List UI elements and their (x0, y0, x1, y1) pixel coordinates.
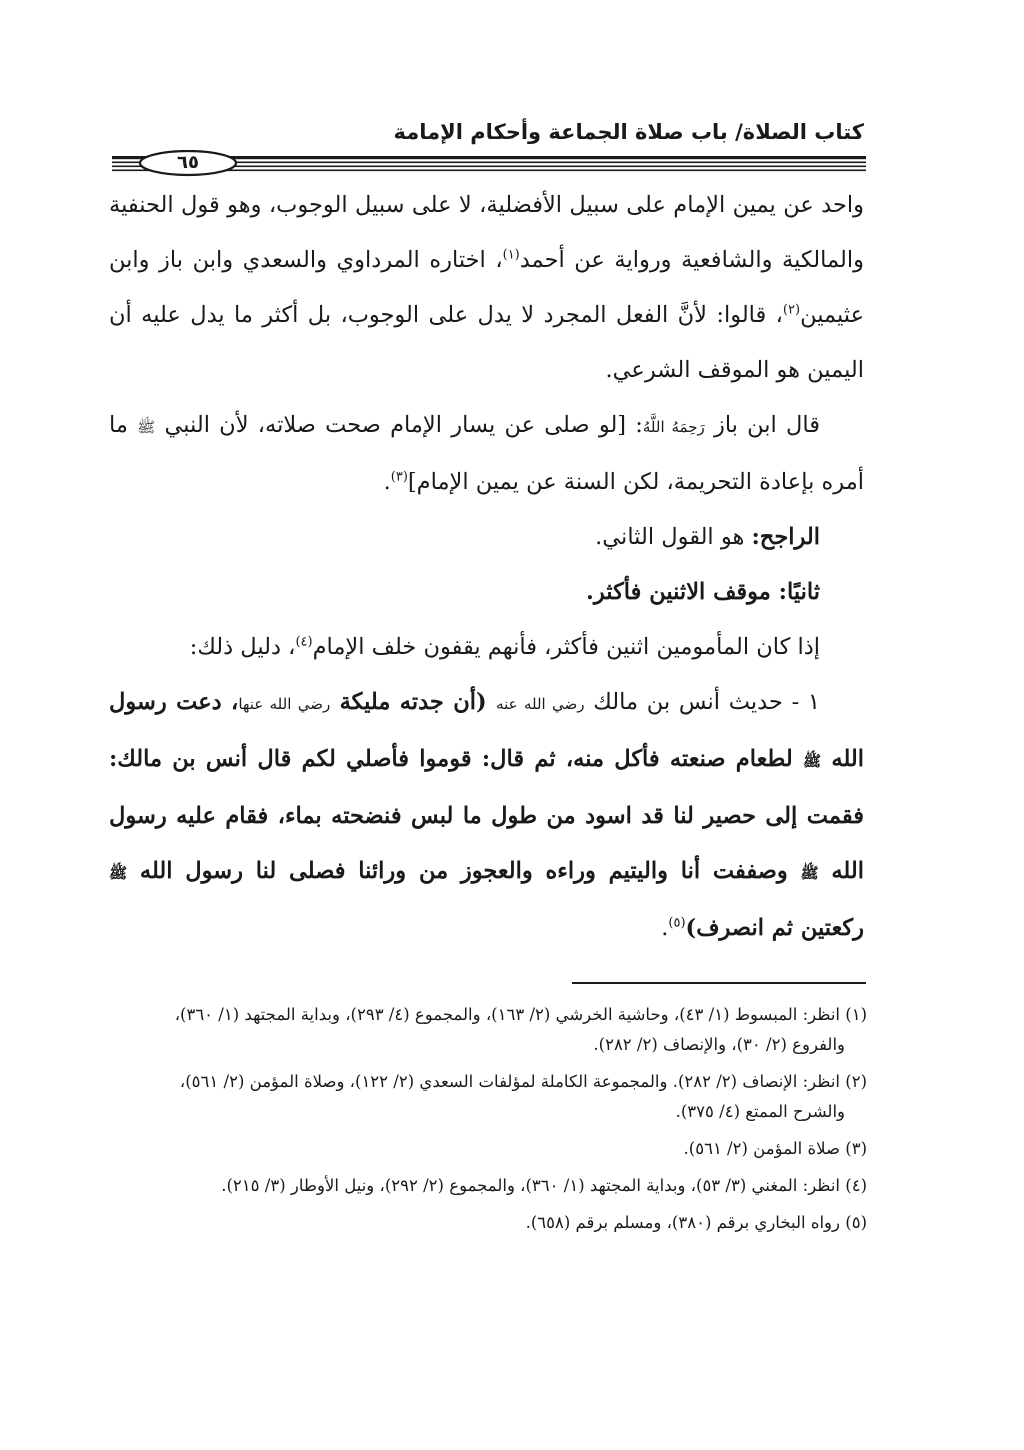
hadith-text-b: ، دعت رسول الله (109, 689, 865, 772)
honorific-salla-allah-2: ﷺ (800, 864, 819, 882)
paragraph-5-text-b: ، دليل ذلك: (189, 634, 296, 660)
honorific-radiallahu-anha: رضي الله عنها (238, 695, 331, 713)
paragraph-5-text-a: إذا كان المأمومين اثنين فأكثر، فأنهم يقفون خلف الإمام (312, 634, 820, 660)
hadith-text-a: (أن جدته مليكة (330, 689, 497, 715)
running-title: كتاب الصلاة/ باب صلاة الجماعة وأحكام الإمامة (393, 120, 864, 144)
hadith-intro: ١ - حديث أنس بن مالك (593, 689, 820, 715)
paragraph-2 (109, 398, 864, 510)
paragraph-2-text-c: ما أمره بإعادة التحريمة، لكن السنة عن يمين الإمام] (109, 412, 864, 495)
hadith-text-c: لطعام صنعته فأكل منه، ثم قال: قوموا فأصلي لكم قال أنس بن مالك: فقمت إلى حصير لنا قد اسود من طول ما لبس فنضحته بماء، فقام عليه رسول الله (109, 746, 864, 884)
footnote-5: (٥) رواه البخاري برقم (٣٨٠)، ومسلم برقم (٦٥٨). (525, 1213, 867, 1232)
hadith-text-e: ركعتين ثم انصرف) (685, 915, 864, 941)
footnote-ref-1[interactable]: (١) (502, 247, 520, 263)
paragraph-6-hadith (109, 675, 864, 956)
footnote-ref-3[interactable]: (٣) (390, 469, 408, 485)
preferred-opinion-label: الراجح: (751, 524, 820, 550)
footnote-1-line-1: (١) انظر: المبسوط (١/ ٤٣)، وحاشية الخرشي (٢/ ١٦٣)، والمجموع (٤/ ٢٩٣)، وبداية المجتهد (١/ ٣٦٠)، (174, 1005, 867, 1024)
paragraph-3 (109, 510, 864, 565)
footnote-3: (٣) صلاة المؤمن (٢/ ٥٦١). (683, 1139, 867, 1158)
honorific-salla-allah-1: ﷺ (803, 752, 822, 770)
footnote-ref-2[interactable]: (٢) (782, 302, 801, 318)
footnote-2-line-1: (٢) انظر: الإنصاف (٢/ ٢٨٢). والمجموعة الكاملة لمؤلفات السعدي (٢/ ١٢٢)، وصلاة المؤمن (٢/ ٥٦١)، (179, 1072, 867, 1091)
paragraph-1-text-a: واحد عن يمين الإمام على سبيل الأفضلية، لا على سبيل الوجوب، وهو قول الحنفية والمالكية والشافعية ورواية عن أحمد (109, 192, 864, 273)
paragraph-5 (109, 620, 864, 675)
page-number: ٦٥ (177, 152, 199, 173)
paragraph-2-text-d: . (383, 469, 391, 495)
paragraph-1-text-b: ، اختاره المرداوي والسعدي وابن باز وابن عثيمين (109, 247, 864, 328)
section-heading-two: ثانيًا: موقف الاثنين فأكثر. (586, 579, 820, 605)
honorific-rahimahullah: رَحِمَهُ اللَّهُ (642, 418, 705, 436)
footnote-2-line-2: والشرح الممتع (٤/ ٣٧٥). (675, 1102, 845, 1121)
footnotes (107, 1000, 867, 1245)
paragraph-1-text-c: ، قالوا: لأنَّ الفعل المجرد لا يدل على الوجوب، بل أكثر ما يدل عليه أن اليمين هو الموقف الشرعي. (109, 302, 864, 383)
paragraph-2-text-a: قال ابن باز (713, 412, 820, 438)
paragraph-2-text-b: : [لو صلى عن يسار الإمام صحت صلاته، لأن النبي (164, 412, 643, 438)
footnote-2 (107, 1067, 867, 1127)
hadith-end: . (661, 915, 669, 941)
footnote-1-line-2: والفروع (٢/ ٣٠)، والإنصاف (٢/ ٢٨٢). (593, 1035, 845, 1054)
footnote-separator (572, 982, 866, 984)
preferred-opinion-text: هو القول الثاني. (595, 524, 752, 550)
hadith-text-d: وصففت أنا واليتيم وراءه والعجوز من ورائنا فصلى لنا رسول الله (127, 858, 801, 884)
honorific-radiallahu-anhu: رضي الله عنه (496, 695, 585, 713)
honorific-salla-allah: ﷺ (137, 418, 156, 436)
paragraph-1 (109, 178, 864, 398)
honorific-salla-allah-3: ﷺ (109, 864, 128, 882)
footnote-4: (٤) انظر: المغني (٣/ ٥٣)، وبداية المجتهد (١/ ٣٦٠)، والمجموع (٢/ ٢٩٢)، ونيل الأوطار (٣/ ٢١٥). (221, 1176, 867, 1195)
footnote-ref-4[interactable]: (٤) (295, 634, 313, 650)
main-text (109, 178, 864, 956)
footnote-ref-5[interactable]: (٥) (668, 915, 686, 931)
footnote-1 (107, 1000, 867, 1060)
